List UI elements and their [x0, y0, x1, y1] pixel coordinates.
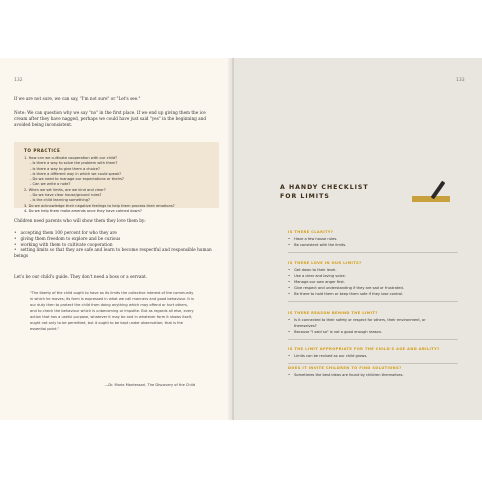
- section-divider: [288, 301, 458, 302]
- practice-subitem: - Is the child learning something?: [30, 198, 90, 203]
- checklist-question: IS THERE REASON BEHIND THE LIMIT?: [288, 311, 378, 315]
- practice-item: 3. Do we acknowledge their negative feelings to help them process their emotions?: [24, 203, 175, 208]
- checklist-section-love: [288, 261, 458, 302]
- practice-heading: TO PRACTICE: [24, 148, 61, 153]
- practice-subitem: - Can we write a note?: [30, 182, 71, 187]
- intro-paragraph: If we are not sure, we can say, "I'm not sure" or "Let's see.": [14, 96, 141, 101]
- love-list-item: • setting limits so that they are safe and learn to become respectful and responsible human beings: [14, 247, 214, 259]
- practice-item: 2. When we set limits, are we kind and clear?: [24, 187, 106, 192]
- love-list-item: • accepting them 100 percent for who they are: [14, 230, 214, 236]
- practice-subitem: - Do we need to manage our expectations or theirs?: [30, 177, 124, 182]
- section-divider: [288, 363, 458, 364]
- checklist-item: • Because "I said so" is not a good enough reason.: [288, 329, 458, 335]
- book-spread: [0, 58, 482, 420]
- practice-subitem: - Is there a way to solve the problem with them?: [30, 161, 118, 166]
- love-list-item: • working with them to cultivate cooperation: [14, 242, 214, 248]
- to-practice-box: [14, 142, 219, 213]
- checklist-item: • Be consistent with the limits.: [288, 242, 458, 248]
- checklist-title: [280, 183, 369, 201]
- checklist-item: • Have a few house rules.: [288, 236, 458, 242]
- checklist-question: IS THERE LOVE IN OUR LIMITS?: [288, 261, 362, 265]
- guide-paragraph: Let's be our child's guide. They don't need a boss or a servant.: [14, 274, 148, 279]
- checklist-item: • Limits can be revised as our child grows.: [288, 353, 458, 359]
- practice-subitem: - Do we have clear house/ground rules?: [30, 193, 102, 198]
- checklist-item: • Use a clear and loving voice.: [288, 273, 458, 279]
- checklist-item: • Be there to hold them or keep them safe if they lose control.: [288, 291, 458, 297]
- right-page-number: 133: [456, 78, 465, 83]
- section-divider: [288, 339, 458, 340]
- checklist-item: • Get down to their level.: [288, 267, 458, 273]
- checklist-item: • Manage our own anger first.: [288, 279, 458, 285]
- checklist-section-age: [288, 347, 458, 364]
- checklist-title-line2: FOR LIMITS: [280, 193, 330, 200]
- checklist-title-line1: A HANDY CHECKLIST: [280, 184, 369, 191]
- section-divider: [288, 252, 458, 253]
- checklist-item-continued: themselves?: [294, 324, 317, 328]
- checklist-section-reason: [288, 311, 458, 340]
- practice-item: 4. Do we help them make amends once they have calmed down?: [24, 208, 142, 213]
- love-list: [14, 230, 214, 259]
- children-paragraph: Children need parents who will show them they love them by:: [14, 218, 146, 223]
- checklist-item: • Give respect and understanding if they are sad or frustrated.: [288, 285, 458, 291]
- checklist-item: • Sometimes the best ideas are found by children themselves.: [288, 372, 458, 378]
- page-gutter: [228, 58, 234, 420]
- love-list-item: • giving them freedom to explore and be curious: [14, 236, 214, 242]
- practice-list: [24, 156, 175, 214]
- checklist-item: • Is it connected to their safety or respect for others, their environment, or: [288, 317, 458, 323]
- left-page-number: 132: [14, 78, 23, 83]
- checklist-section-solutions: [288, 366, 458, 378]
- practice-subitem: - Is there a way to give them a choice?: [30, 166, 100, 171]
- checklist-question: IS THERE CLARITY?: [288, 230, 334, 234]
- checklist-question: DOES IT INVITE CHILDREN TO FIND SOLUTIONS?: [288, 366, 402, 370]
- checklist-question: IS THE LIMIT APPROPRIATE FOR THE CHILD'S AGE AND ABILITY?: [288, 347, 440, 351]
- practice-item: 1. How can we cultivate cooperation with our child?: [24, 156, 118, 160]
- checklist-section-clarity: [288, 230, 458, 253]
- montessori-quote: "The liberty of the child ought to have as its limits the collective interest of the community in which he moves; its form is expressed in what we call manners and good behaviour. It is our duty then to protect the child from doing anything which may offend or hurt others, and to check the behaviour which is unbecoming or impolite. But as regards all else, every action that has a useful purpose, whatever it may be and in whatever form it shows itself, ought not only to be permitted, but it ought to be kept under observation; that is the essential point.": [30, 291, 194, 331]
- note-paragraph: Note: We can question why we say "no" in the first place. If we end up giving them the ice cream after they have nagged, perhaps we could have just said "yes" in the beginning and avoided being inconsistent.: [14, 110, 207, 127]
- practice-subitem: - Is there a different way in which we could speak?: [30, 171, 122, 176]
- quote-attribution: —Dr. Maria Montessori, The Discovery of the Child: [104, 383, 195, 387]
